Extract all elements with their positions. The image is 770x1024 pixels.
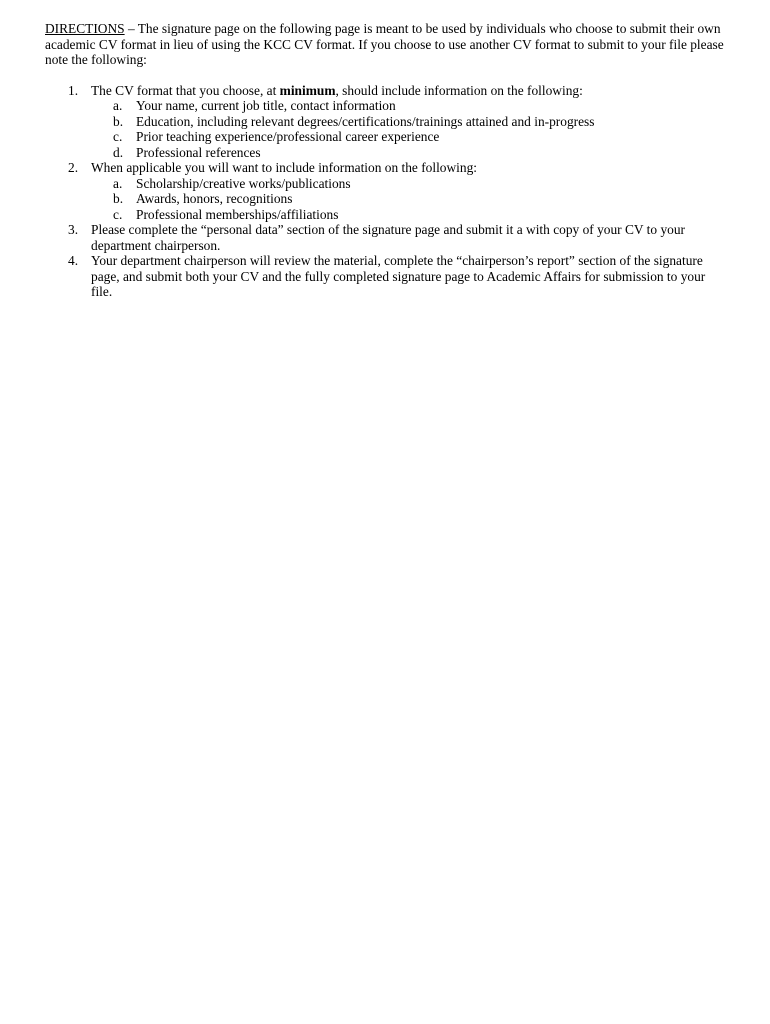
sub-text: Prior teaching experience/professional career experience: [136, 129, 440, 144]
item-text: When applicable you will want to include information on the following:: [91, 160, 478, 175]
item-number: 1.: [68, 82, 79, 98]
sub-letter: c.: [113, 206, 123, 222]
sub-text: Awards, honors, recognitions: [136, 191, 293, 206]
instructions-list: [45, 83, 724, 300]
sub-text: Your name, current job title, contact information: [136, 98, 396, 113]
sub-letter: b.: [113, 113, 124, 129]
sublist-item: [91, 191, 724, 207]
list-item-2: [45, 160, 724, 222]
sub-letter: b.: [113, 191, 124, 206]
sub-text: Scholarship/creative works/publications: [136, 175, 351, 191]
item-number: 2.: [68, 160, 79, 175]
item-text: [91, 83, 715, 99]
item-text: Your department chairperson will review the material, complete the “chairperson’s report” section of the signature page, and submit both your CV and the fully completed signature page to Academic Affairs for submission to your file.: [91, 253, 706, 299]
sub-text: Professional references: [136, 144, 261, 160]
emphasis-minimum: minimum: [279, 82, 336, 98]
sub-letter: a.: [113, 98, 123, 113]
directions-heading: DIRECTIONS: [45, 21, 125, 36]
item-text: Please complete the “personal data” section of the signature page and submit it a with copy of your CV to your department chairperson.: [91, 222, 685, 253]
item-text-start: The CV format that you choose, at: [91, 82, 280, 98]
directions-paragraph: [45, 21, 725, 68]
sub-letter: a.: [113, 175, 123, 191]
sub-text: Education, including relevant degrees/certifications/trainings attained and in-progress: [136, 113, 595, 129]
list-item-3: [45, 222, 724, 253]
item-text-end: , should include information on the following:: [335, 82, 583, 98]
sublist-item: [91, 129, 724, 145]
sublist-item: [91, 176, 724, 192]
list-item-4: [45, 253, 724, 300]
sub-letter: c.: [113, 129, 123, 144]
sublist-item: [91, 145, 724, 161]
directions-text: – The signature page on the following page is meant to be used by individuals who choose to submit their own academic CV format in lieu of using the KCC CV format. If you choose to use another CV format to submit to your file please note the following:: [45, 21, 724, 67]
sub-letter: d.: [113, 144, 124, 160]
item-number: 3.: [68, 222, 79, 237]
sublist-2: [91, 176, 724, 223]
sublist-item: [91, 207, 724, 223]
sublist-1: [91, 98, 724, 160]
sublist-item: [91, 114, 724, 130]
sublist-item: [91, 98, 724, 114]
list-item-1: [45, 83, 724, 161]
sub-text: Professional memberships/affiliations: [136, 206, 339, 222]
item-number: 4.: [68, 253, 79, 268]
